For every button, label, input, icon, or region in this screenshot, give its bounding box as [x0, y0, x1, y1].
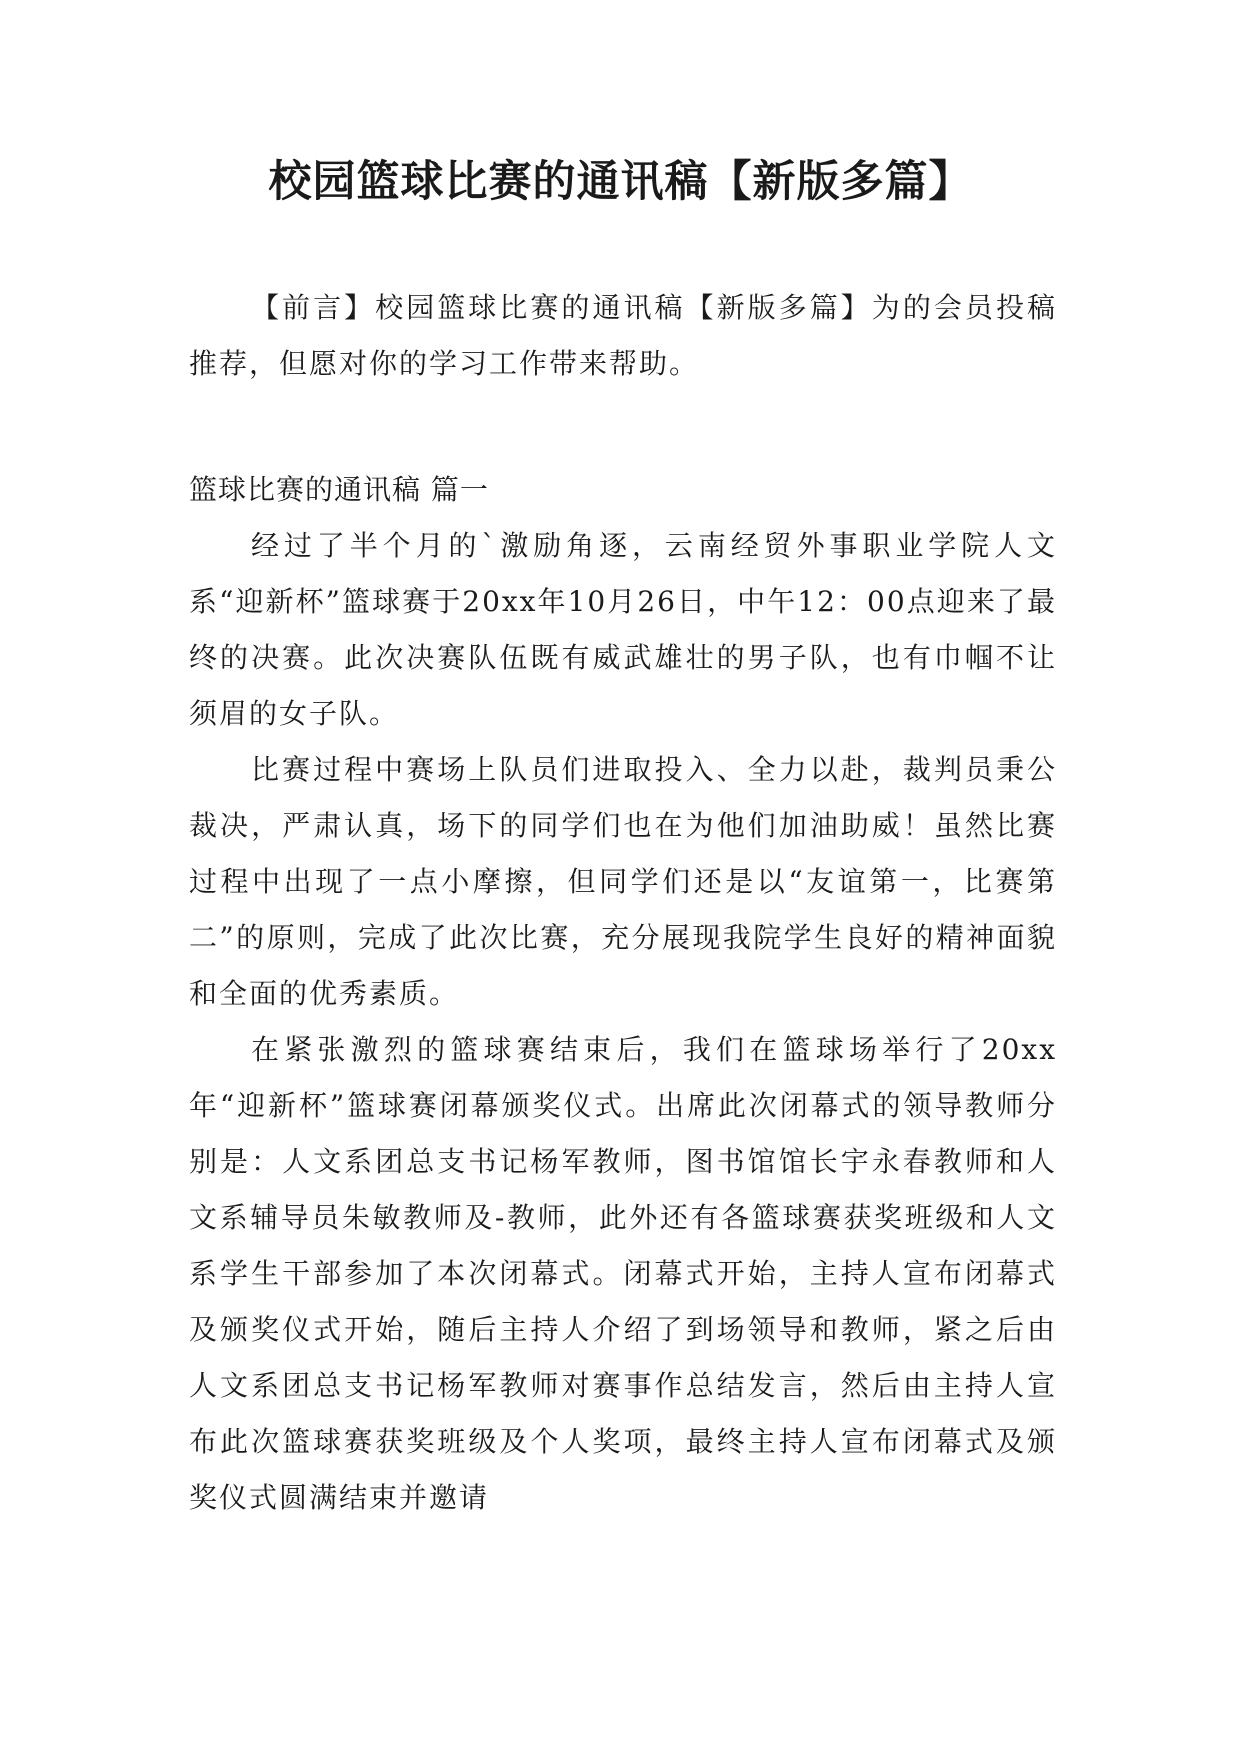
section-heading: 篮球比赛的通讯稿 篇一: [189, 473, 489, 506]
preface-paragraph: 【前言】校园篮球比赛的通讯稿【新版多篇】为的会员投稿推荐，但愿对你的学习工作带来帮助。: [189, 291, 1057, 380]
body-paragraph-1: 经过了半个月的`激励角逐，云南经贸外事职业学院人文系“迎新杯”篮球赛于20xx年10月26日，中午12：00点迎来了最终的决赛。此次决赛队伍既有威武雄壮的男子队，也有巾帼不让须眉的女子队。: [189, 529, 1057, 730]
document-title: 校园篮球比赛的通讯稿【新版多篇】: [268, 157, 973, 207]
document-body: [189, 280, 1057, 1526]
body-paragraph-2: 比赛过程中赛场上队员们进取投入、全力以赴，裁判员秉公裁决，严肃认真，场下的同学们也在为他们加油助威！虽然比赛过程中出现了一点小摩擦，但同学们还是以“友谊第一，比赛第二”的原则，完成了此次比赛，充分展现我院学生良好的精神面貌和全面的优秀素质。: [189, 753, 1057, 1010]
body-paragraph-3: 在紧张激烈的篮球赛结束后，我们在篮球场举行了20xx年“迎新杯”篮球赛闭幕颁奖仪式。出席此次闭幕式的领导教师分别是：人文系团总支书记杨军教师，图书馆馆长宇永春教师和人文系辅导员朱敏教师及-教师，此外还有各篮球赛获奖班级和人文系学生干部参加了本次闭幕式。闭幕式开始，主持人宣布闭幕式及颁奖仪式开始，随后主持人介绍了到场领导和教师，紧之后由人文系团总支书记杨军教师对赛事作总结发言，然后由主持人宣布此次篮球赛获奖班级及个人奖项，最终主持人宣布闭幕式及颁奖仪式圆满结束并邀请: [189, 1033, 1057, 1514]
